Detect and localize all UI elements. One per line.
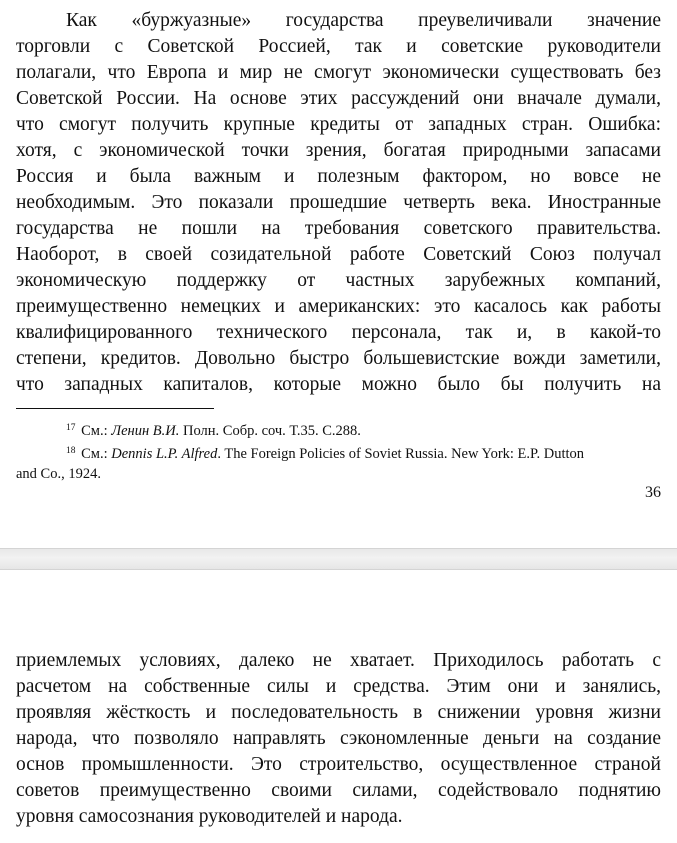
paragraph-line: основ промышленности. Это строительство, осуществленное страной bbox=[16, 754, 661, 775]
paragraph-line: необходимым. Это показали прошедшие четверть века. Иностранные bbox=[16, 192, 661, 213]
paragraph-line: советов преимущественно своими силами, содействовало поднятию bbox=[16, 780, 661, 801]
paragraph-line: Как «буржуазные» государства преувеличивали значение bbox=[66, 10, 661, 31]
footnote-prefix: См.: bbox=[81, 446, 108, 462]
paragraph-line: Советской России. На основе этих рассуждений они вначале думали, bbox=[16, 88, 661, 109]
footnote-18 bbox=[16, 441, 661, 464]
page-number: 36 bbox=[645, 484, 661, 501]
footnote-author: Dennis L.P. Alfred bbox=[111, 446, 218, 462]
paragraph-line: Наоборот, в своей созидательной работе Советский Союз получал bbox=[16, 244, 661, 265]
paragraph-line: квалифицированного технического персонала, так и, в какой-то bbox=[16, 322, 661, 343]
paragraph-line: преимущественно немецких и американских: это касалось как работы bbox=[16, 296, 661, 317]
footnote-18-continuation: and Co., 1924. bbox=[16, 466, 101, 482]
footnote-number: 18 bbox=[66, 446, 76, 456]
paragraph-line: что западных капиталов, которые можно было бы получить на bbox=[16, 374, 661, 395]
paragraph-line: государства не пошли на требования советского правительства. bbox=[16, 218, 661, 239]
footnote-prefix: См.: bbox=[81, 423, 108, 439]
page-37-body-paragraph bbox=[16, 648, 661, 830]
paragraph-line: приемлемых условиях, далеко не хватает. Приходилось работать с bbox=[16, 650, 661, 671]
paragraph-line: экономическую поддержку от частных зарубежных компаний, bbox=[16, 270, 661, 291]
paragraph-line: уровня самосознания руководителей и народа. bbox=[16, 806, 403, 827]
paragraph-line: полагали, что Европа и мир не смогут экономически существовать без bbox=[16, 62, 661, 83]
footnote-17 bbox=[16, 418, 661, 441]
paragraph-line: расчетом на собственные силы и средства. Этим они и занялись, bbox=[16, 676, 661, 697]
page-36-body-paragraph bbox=[16, 8, 661, 398]
footnotes bbox=[16, 418, 661, 484]
footnote-citation: Полн. Собр. соч. Т.35. С.288. bbox=[183, 423, 361, 439]
paragraph-line: степени, кредитов. Довольно быстро большевистские вожди заметили, bbox=[16, 348, 661, 369]
document-page-37 bbox=[0, 570, 677, 843]
paragraph-line: хотя, с экономической точки зрения, богатая природными запасами bbox=[16, 140, 661, 161]
paragraph-line: что смогут получить крупные кредиты от западных стран. Ошибка: bbox=[16, 114, 661, 135]
paragraph-line: проявляя жёсткость и последовательность в снижении уровня жизни bbox=[16, 702, 661, 723]
footnote-author: Ленин В.И. bbox=[111, 423, 180, 439]
footnote-separator-rule bbox=[16, 408, 214, 409]
footnote-citation: . The Foreign Policies of Soviet Russia. New York: E.P. Dutton bbox=[217, 446, 585, 462]
paragraph-line: Россия и была важным и полезным фактором, но вовсе не bbox=[16, 166, 661, 187]
page-break-separator bbox=[0, 548, 677, 570]
footnote-number: 17 bbox=[66, 423, 76, 433]
paragraph-line: торговли с Советской Россией, так и советские руководители bbox=[16, 36, 661, 57]
paragraph-line: народа, что позволяло направлять сэкономленные деньги на создание bbox=[16, 728, 661, 749]
